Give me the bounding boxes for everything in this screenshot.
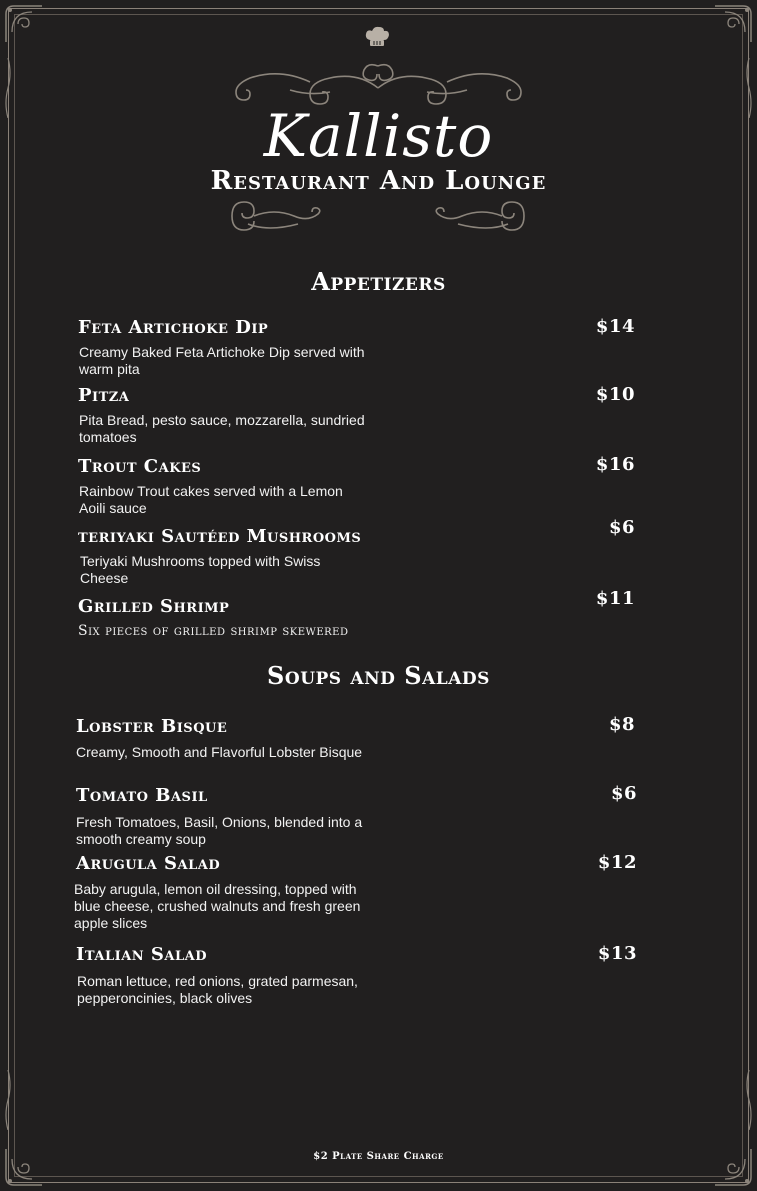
scroll-flourish-icon <box>228 196 528 236</box>
item-price: $11 <box>595 588 635 609</box>
item-name: Feta Artichoke Dip <box>78 317 269 338</box>
item-name: Tomato Basil <box>76 785 208 806</box>
item-price: $14 <box>595 316 635 337</box>
corner-flourish-icon <box>711 2 755 46</box>
item-price: $8 <box>608 714 635 735</box>
section-title-appetizers: Appetizers <box>311 267 446 296</box>
item-description: Fresh Tomatoes, Basil, Onions, blended into a smooth creamy soup <box>76 814 363 847</box>
item-description: Teriyaki Mushrooms topped with Swiss Cheese <box>80 553 321 586</box>
item-name: Trout Cakes <box>78 456 202 477</box>
item-description: Pita Bread, pesto sauce, mozzarella, sundried tomatoes <box>79 412 365 445</box>
item-description: Roman lettuce, red onions, grated parmesan, pepperoncinies, black olives <box>77 973 358 1006</box>
item-name: Grilled Shrimp <box>78 596 230 617</box>
item-name: teriyaki Sautéed Mushrooms <box>78 526 362 547</box>
item-name: Arugula Salad <box>76 853 221 874</box>
item-price: $6 <box>608 517 635 538</box>
restaurant-name: Kallisto <box>263 102 494 170</box>
side-flourish-icon <box>3 1070 13 1130</box>
side-flourish-icon <box>744 1070 754 1130</box>
item-description: Six pieces of grilled shrimp skewered <box>78 623 349 639</box>
corner-flourish-icon <box>2 2 46 46</box>
item-price: $13 <box>597 943 637 964</box>
item-price: $16 <box>595 454 635 475</box>
section-title-soups-and-salads: Soups and Salads <box>267 661 490 690</box>
item-description: Rainbow Trout cakes served with a Lemon Aoili sauce <box>79 483 343 516</box>
item-price: $10 <box>595 384 635 405</box>
plate-share-note: $2 Plate Share Charge <box>313 1151 444 1162</box>
item-name: Lobster Bisque <box>76 716 228 737</box>
item-price: $12 <box>597 852 637 873</box>
chef-hat-icon <box>364 26 390 48</box>
item-price: $6 <box>610 783 637 804</box>
item-description: Baby arugula, lemon oil dressing, topped with blue cheese, crushed walnuts and fresh green apple slices <box>74 881 361 931</box>
item-name: Pitza <box>78 385 130 406</box>
item-name: Italian Salad <box>76 944 208 965</box>
item-description: Creamy Baked Feta Artichoke Dip served with warm pita <box>79 344 365 377</box>
item-description: Creamy, Smooth and Flavorful Lobster Bisque <box>76 744 363 760</box>
restaurant-subtitle: Restaurant And Lounge <box>210 166 547 196</box>
scroll-flourish-icon <box>230 60 527 108</box>
